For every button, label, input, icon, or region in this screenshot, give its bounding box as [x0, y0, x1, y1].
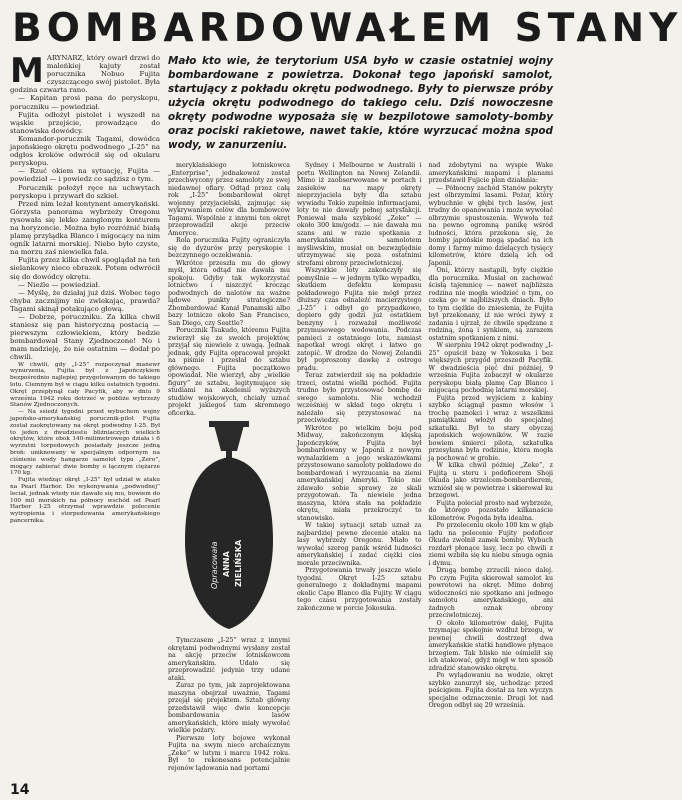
paragraph: Fujita wiedząc okręt „I-25” był udział w ataku na Pearl Harbor. Do wykonywania „podwodnej” leciał, jednak wtedy nie dawało się mu, bowiem do 100 mil morskich na północy wschód od Pearl Harbor I-25 otrzymał wprawdzie polecenie wytropienia i storpedowania amerykańskiego pancernika. — [10, 477, 160, 524]
bomb-illustration — [168, 421, 290, 631]
paragraph: Fujita odłożył pistolet i wyszedł na wąskie przejście, prowadzące do stanowiska dowódcy. — [10, 110, 160, 135]
middle-column — [168, 162, 290, 789]
page-number: 14 — [10, 782, 30, 798]
article-title: BOMBARDOWAŁEM STANY — [12, 6, 682, 51]
paragraph: Wszystkie loty zakończyły się pomyślnie — w jednym tylko wypadku, skutkiem defektu kompasu pokładowego Fujita nie mógł przez dłuższy czas odnaleźć macierzystego „I-25” i odbył go przypadkowo, dopiero gdy godzi już ostatkiem benzyny i rozważał możliwość przymusowego wodowania. Podczas pamięci z ostatniego lotu, zamiast napotkał wrogi okręt i łatwo go zatopić. W drodze do Nowej Zelandii był poproszony dawkę z ostrego prądu. — [297, 267, 422, 372]
bomb-credit-2: ANNA — [222, 551, 231, 577]
paragraph: Po wylądowaniu na wodzie, okręt szybko zanurzył się, uchodząc przed pościgiem. Fujita dostał za ten wyczyn specjalne odznaczenie. Drugi lot nad Oregon odbył się 29 września. — [428, 672, 553, 709]
paragraph: Porucznik położył ręce na uchwytach peryskopu i przywarł do szkieł. — [10, 183, 160, 200]
paragraph: O około kilometrów dalej, Fujita trzymając spokojnie wzdłuż brzegu, w pewnej chwili dostrzegł dwa amerykańskie statki handlowe płynące brzegiem. Tak blisko nie ośmielił się ich atakować, gdyż mógł w ten sposób zdradzić stanowisko okrętu. — [428, 619, 553, 672]
paragraph: Pierwsze loty bojowe wykonał Fujita na swym nieco archaicznym „Zeke” w lutym i marcu 1942 roku. Był to rekonesans potencjalnie rejonów lądowania nad portami — [168, 734, 290, 772]
drop-cap: M — [10, 51, 44, 91]
paragraph: — Rzuć okiem na sytuację, Fujita — powiedział — i powiedz co sądzisz o tym. — [10, 167, 160, 184]
paragraph: Wkrótce po wielkim boju pod Midway, zakończonym klęską Japończyków, Fujita był bombardowany w Japonii z nowym wynalazkiem a jego wskazówkami przystosowano samoloty pokładowe do bombardowań i wyrzucania na ziemi amerykańskiej Ameryki. Tokio nie zdawało sobie sprawy ze skali przygotowań. Ta niewiele jedna maszyna, która stała na pokładzie okrętu, miała przekroczyć to stanowisko. — [297, 424, 422, 522]
paragraph: Fujita przez kilka chwil spoglądał na ten sielankowy nieco obrazek. Potem odwrócił się do dowódcy okrętu. — [10, 256, 160, 281]
paragraph: Porucznik Tsukudo, któremu Fujita zwierzył się ze swoich projektów, przyjął się niewiele z uwagą. Jednak jednak, gdy Fujita opracował projekt na piśmie i przesłał do sztabu głównego. Fujita początkowo opowiadał. Nie wierzył, aby „wielkie figury” ze sztabu, legitymujące się studiami na akademii wyższych studiów wojskowych, chciały uznać projekt jakiegoś tam skromnego oficerka. — [168, 327, 290, 417]
paragraph: Fujita przed wyjściem z kabiny szybko ściągnął pasmo włosów i trochę paznokci i wraz z wszelkimi pamiątkami włożył do specjalnej szkatułki. Był to stary obyczaj japońskich wojowników. W razie bowiem śmierci pilota, szkatułka przesyłana była rodzinie, która mogła ją pochować w grobie. — [428, 394, 553, 462]
lead-paragraph: Mało kto wie, że terytorium USA było w czasie ostatniej wojny bombardowane z powietrza. Dokonał tego japoński samolot, startujący z pokładu okrętu podwodnego. Były to pierwsze próby użycia okrętu podwodnego do takiego celu. Dziś nowoczesne okręty podwodne wyposaża się w bezpilotowe samoloty-bomby oraz pociski rakietowe, nawet takie, które wyrzucać można spod wody, w zanurzeniu. — [168, 55, 553, 151]
bomb-credit-1: Opracowała — [210, 541, 219, 589]
paragraph: Komandor-porucznik Tagami, dowódca japońskiego okrętu podwodnego „I-25” na odgłos kroków odwrócił się od okularu peryskopu. — [10, 134, 160, 168]
left-column — [10, 51, 160, 789]
paragraph: meryklańskiego lotniskowca „Enterprise”, jednakowoż został przechwycony przez samoloty ze swej niedawnej ofiary. Odtąd przez całą rok „I-25” bombardował okręt wojenny przyjacielski, zajmując się wykrywaniem celów dla bombowców Tagami. Wspólnie z innymi ten okręt przeprowadził akcje przeciw Ameryce. — [168, 162, 290, 237]
paragraph: Teraz zatwierdził się na pokładzie trzeci, ostatni wielki pochód. Fujita trudno było przystosować bombę do swego samolotu. Nie wchodził wcześniej w skład tego okrętu i należało się przystosować na przeciwiedzy. — [297, 372, 422, 424]
paragraph: Przygotowania trwały jeszcze wiele tygodni. Okręt I-25 sztabu generalnego z dokładnymi mapami okolic Cape Blanco dla Fujity. W ciągu tego czasu przygotowania zostały zakończone w porcie Jokosuka. — [297, 567, 422, 612]
paragraph: W kilka chwil później „Zeke”, z Fujitą u steru i podoficerem Shoji Okuda jako strzelcem-bombardierem, wzniósł się w powietrze i skierował ku brzegowi. — [428, 462, 553, 499]
paragraph: — Myślę, że działaj już dziś. Wobec tego chyba zacznijmy nie zwlekając, prawda? Tagami skinął potakująco głową. — [10, 288, 160, 313]
paragraph: — Dobrze, poruczniku. Za kilka chwil staniesz się pan historyczną postacią — pierwszym człowiekiem, który bedzie bombardował Stany Zjednoczone! No i mam nadzieję, że nie ostatnim — dodał po chwili. — [10, 313, 160, 362]
far-right-column — [429, 162, 554, 789]
paragraph: — Na ssiedź tygodni przed wybuchem wojny japońsko-amerykańskiej porucznik-pilot Fujita został zaokrętowany na okręt podwodny I-25. Był to jeden z dwudziestu bliźniaczych wielkich okrętów, które obok 140-milimetrowego działa i 6 wyrzutni torpedowych posiadały jeszcze jedną broń: uniknowany w specjalnym odpornym na ciśnienie wody hangarze samolot typu „Zero”, mogący zabierać dwie bomby o łącznym ciężarze 170 kg. — [10, 409, 160, 477]
paragraph: Fujita poleciał prosto nad wybrzeże, do którego pozostało kilkanaście kilometrów. Pogoda była idealna. — [428, 499, 553, 522]
paragraph: W chwili, gdy „I-25” rozpoczynał manewr wynurzenia, Fujita był z Japończykiem bezpośrednio najlepiej przygotowanym do takiego lotu. Ciemnym był w ciągu kilku ostatnich tygodni. Okręt przepłynął cały Pacyfik, aby w dniu 9 września 1942 roku dotrzeć w pobliże wybrzeży Stanów Zjednoczonych. — [10, 361, 160, 409]
paragraph: Oni, którzy nastąpili, były ciężkie dla porucznika. Musiał on zachować ścisłą tajemnicę — nawet najbliższa rodzina nie mogła wiedzieć o tym, co czeka go w najbliższych dniach. Było to tym ciężkie do zniesienia, że Fujita był przekonany, iż nie wróci żywy z zadania i ujrzał, że chwile spędzane z rodziną, żoną i synkiem, są zarazem ostatnim spotkaniem z nimi. — [428, 267, 553, 342]
paragraph: Sydney i Melbourne w Australii i portu Wellington na Nowej Zelandii. Mimo iż zaobserwowane w portach i zasieków na mapy okręty nieprzyjaciela były dla sztabu wywiadu Tokio zupełnie informacjami, loty te nie dawały pełnej satysfakcji. Poniewał mała szybkość „Zeke” — około 300 km/godz. — nie dawała mu szans ani w razie spotkania z amerykańskim samolotem myśliwskim, musiał on bezwzględnie utrzymywać się poza ostatnimi strefami obrony przeciwlotniczej. — [297, 162, 422, 267]
paragraph: W sierpniu 1942 okręt podwodny „I-25” opuścił bazę w Yokosuka i bez większych przygód przeszedł Pacyfik. W dwadzieścia pięć dni później, 9 września Fujita zobaczył w okularze peryskopu białą plamę Cap Blanco i migocącą pochodnię latarni morskiej. — [428, 342, 553, 394]
paragraph: Zaraz po tym, jak zaprojektowana maszyna obejrzał uważnie, Tagami przejął się projektem. Sztab główny przedstawił więc dwie koncepcje bombardowania lasów amerykańskich, które miały wywołać wielkie pożary. — [168, 682, 290, 734]
paragraph: ARYNARZ, który owarł drzwi do maleńkiej kajuty został porucznika Nobuo Fujita czyszczącego swój pistolet. Była godzina czwarta rano. — [10, 54, 160, 95]
text-columns — [168, 162, 553, 789]
paragraph: Po przeleceniu około 100 km w głąb lądu na polecenie Fujity podoficer Okuda zwolnił zamek bomby. Wybuch rozdarł płonące lasy, lecz po chwili z ziemi wzbiła się ku niebu smuga ognia i dymu. — [428, 522, 553, 567]
paragraph: Tymczasem „I-25” wraz z innymi okrętami podwodnymi wysłany został na akcję przeciw lotniskowcom amerykańskim. Udało się przeprowadzić jedynie trzy udane ataki. — [168, 637, 290, 682]
paragraph: — Kapitan prosi pana do peryskopu, poruczniku — powiedział. — [10, 94, 160, 111]
paragraph: Przed nim leżał kontynent amerykański. Górzysta panorama wybrzeży Oregonu rysowała się lekko zamglonym konturem na horyzoncie. Można było rozróżnić białą plamę przylądka Blanco i migocący na nim ogník latarni morskiej. Niebo było czyste, na morzu zaś niewielka fala. — [10, 199, 160, 257]
paragraph: nad zdobytymi na wyspie Wake amerykańskimi mapami i planami przedstawił Fujicie plan działania: — [428, 162, 553, 184]
paragraph: W takiej sytuacji sztab uznał za najbardziej pewne zlecenie ataku na lasy wybrzeży Oregonu. Miało to wywołać szereg panik wśród ludności amerykańskiej i zadać ciężki cios morale przeciwnika. — [297, 522, 422, 567]
paragraph: Rola porucznika Fujity ograniczyła się do dyżurów przy peryskopie i bezczynnego oczekiwania. — [168, 237, 290, 259]
article-body — [10, 51, 553, 789]
right-area — [168, 54, 553, 789]
right-column — [297, 162, 422, 789]
paragraph: — Północny zachód Stanów pokryty jest olbrzymimi lasami. Pożar, który wybuchnie w głębi tych lasów, jest trudny do opanowania i może wywołać olbrzymie spustoszenia. Wywoła też na pewno ogromną panikę wśród ludności, która przekona się, że bomby japońskie mogą spadać na ich domy i farmy mimo dzielących tysięcy kilometrów, które dzielą ich od Japonii. — [428, 184, 553, 267]
paragraph: — Nieźle — powiedział. — [18, 280, 101, 289]
bomb-credit-3: ZIELIŃSKA — [234, 539, 243, 587]
paragraph: Wkrótce przeszła mu do głowy myśl, która odtąd nie dawała mu spokoju. Gdyby tak wykorzystać lotnictwo i niszczyć krocząc podwodnych do nalotów na ważne lądowe punkty strategiczne? Zbombardować Kanał Panamski albo bazy lotnicze około San Francisco, San Diego, czy Seattle? — [168, 259, 290, 327]
bomb-icon — [168, 421, 290, 631]
paragraph: Drugą bombę zrzucili nieco dalej. Po czym Fujita skierował samolot ku powrotowi na okręt. Mimo dobrej widoczności nie spotkano ani jednego samolotu amerykańskiego, ani żadnych oznak obrony przeciwlotniczej. — [428, 567, 553, 619]
